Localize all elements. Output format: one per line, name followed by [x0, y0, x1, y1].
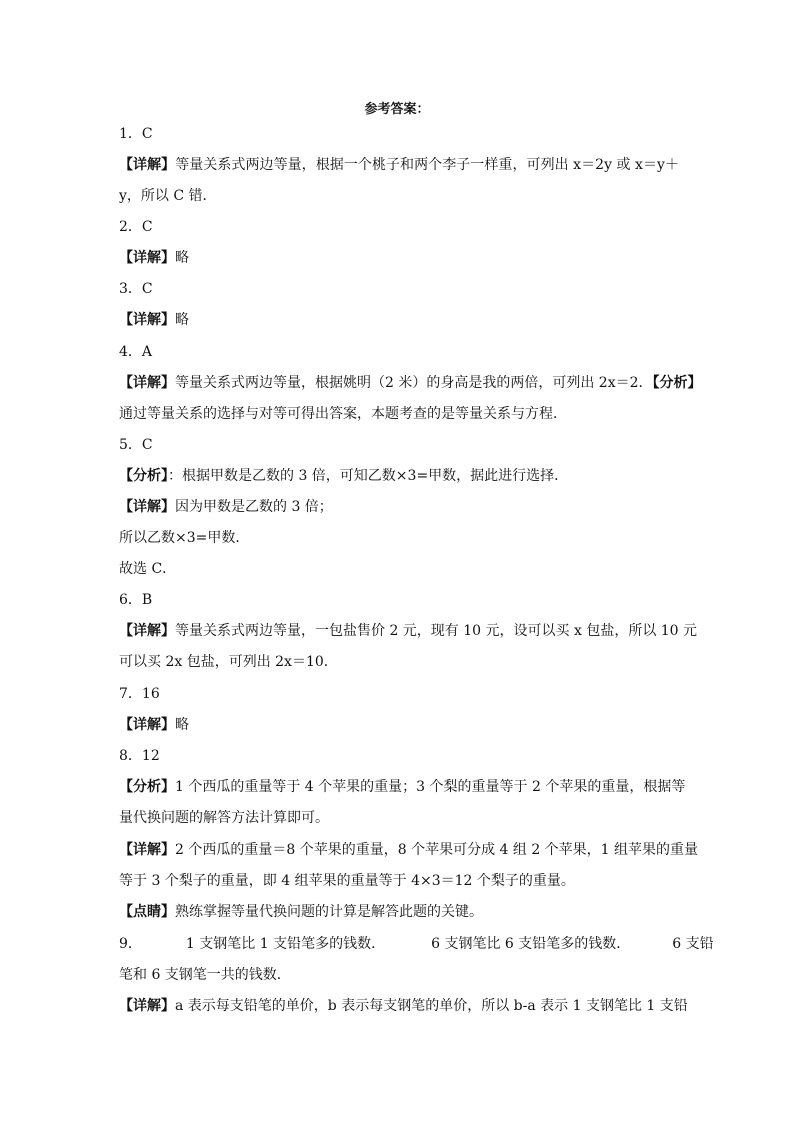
answer-2-detail — [119, 248, 679, 268]
answer-5-line-4: 故选 C． — [119, 561, 177, 577]
answer-9-number: 9． — [119, 936, 142, 952]
answer-9-detail-text: a 表示每支铅笔的单价，b 表示每支钢笔的单价，所以 b-a 表示 1 支钢笔比 1 支铅 — [175, 998, 688, 1014]
analysis-tag: 【分析】 — [119, 468, 168, 484]
answer-6-text: 等量关系式两边等量，一包盐售价 2 元，现有 10 元，设可以买 x 包盐，所以 10 元 — [175, 623, 698, 639]
answer-4-detail-line-2: 通过等量关系的选择与对等可得出答案，本题考查的是等量关系与方程． — [119, 406, 567, 422]
answer-9-blank-1: 1 支钢笔比 1 支铅笔多的钱数． — [185, 936, 386, 952]
detail-tag: 【详解】 — [119, 998, 175, 1014]
answer-4-number: 4．A — [119, 344, 153, 360]
answer-6-detail-line-2: 可以买 2x 包盐，可列出 2x＝10． — [119, 654, 338, 670]
answer-1-detail-line-1 — [119, 155, 679, 175]
page-title: 参考答案： — [364, 102, 430, 117]
answer-3-detail — [119, 310, 679, 330]
answer-1-number: 1．C — [119, 126, 153, 142]
answer-8-analysis-text: 1 个西瓜的重量等于 4 个苹果的重量；3 个梨的重量等于 2 个苹果的重量，根据等 — [175, 779, 686, 795]
answer-9-line-1 — [119, 934, 714, 954]
answer-2-text: 略 — [175, 250, 189, 266]
answer-8-analysis-line-2: 量代换问题的解答方法计算即可。 — [119, 810, 329, 826]
answer-5-analysis-text: ：根据甲数是乙数的 3 倍，可知乙数×3=甲数，据此进行选择． — [168, 468, 569, 484]
detail-tag: 【详解】 — [119, 375, 175, 391]
answer-9-line-2: 笔和 6 支钢笔一共的钱数． — [119, 967, 291, 983]
detail-tag: 【详解】 — [119, 250, 175, 266]
answer-8-detail-text: 2 个西瓜的重量＝8 个苹果的重量，8 个苹果可分成 4 组 2 个苹果，1 组苹果的重量 — [175, 842, 699, 858]
detail-tag: 【详解】 — [119, 842, 175, 858]
answer-9-blank-3a: 6 支铅 — [672, 936, 714, 952]
answer-1-detail-line-2: y，所以 C 错． — [119, 188, 217, 204]
detail-tag: 【详解】 — [119, 157, 176, 173]
answer-8-key-point-text: 熟练掌握等量代换问题的计算是解答此题的关键。 — [175, 904, 483, 920]
answer-7-detail — [119, 715, 679, 735]
answer-8-analysis-line-1 — [119, 777, 686, 797]
detail-tag: 【详解】 — [119, 717, 175, 733]
answer-4-text: 等量关系式两边等量，根据姚明（2 米）的身高是我的两倍，可列出 2x＝2． — [175, 375, 653, 391]
answer-5-line-3: 所以乙数×3=甲数． — [119, 530, 250, 546]
answer-9-blank-2: 6 支钢笔比 6 支铅笔多的钱数． — [431, 936, 631, 952]
answer-3-number: 3．C — [119, 281, 153, 297]
answer-9-detail — [119, 996, 688, 1016]
detail-tag: 【详解】 — [119, 312, 175, 328]
answer-6-detail-line-1 — [119, 621, 698, 641]
answer-8-number: 8．12 — [119, 748, 160, 764]
answer-5-number: 5．C — [119, 437, 153, 453]
answer-1-text: 等量关系式两边等量，根据一个桃子和两个李子一样重，可列出 x＝2y 或 x＝y＋ — [175, 157, 680, 173]
answer-5-detail — [119, 497, 679, 517]
answer-3-text: 略 — [175, 312, 189, 328]
answer-6-number: 6．B — [119, 592, 153, 608]
answer-7-number: 7．16 — [119, 686, 160, 702]
answer-2-number: 2．C — [119, 219, 153, 235]
answer-8-key-point — [119, 902, 679, 922]
answer-5-detail-text: 因为甲数是乙数的 3 倍； — [175, 499, 333, 515]
answer-7-text: 略 — [175, 717, 189, 733]
analysis-tag: 【分析】 — [652, 375, 702, 391]
detail-tag: 【详解】 — [119, 623, 175, 639]
answer-8-detail-line-2: 等于 3 个梨子的重量，即 4 组苹果的重量等于 4×3＝12 个梨子的重量。 — [119, 873, 575, 889]
answer-5-analysis — [119, 466, 679, 486]
detail-tag: 【详解】 — [119, 499, 175, 515]
key-point-tag: 【点睛】 — [119, 904, 175, 920]
analysis-tag: 【分析】 — [119, 779, 175, 795]
answer-8-detail-line-1 — [119, 840, 699, 860]
answer-4-detail-line-1 — [119, 373, 702, 393]
